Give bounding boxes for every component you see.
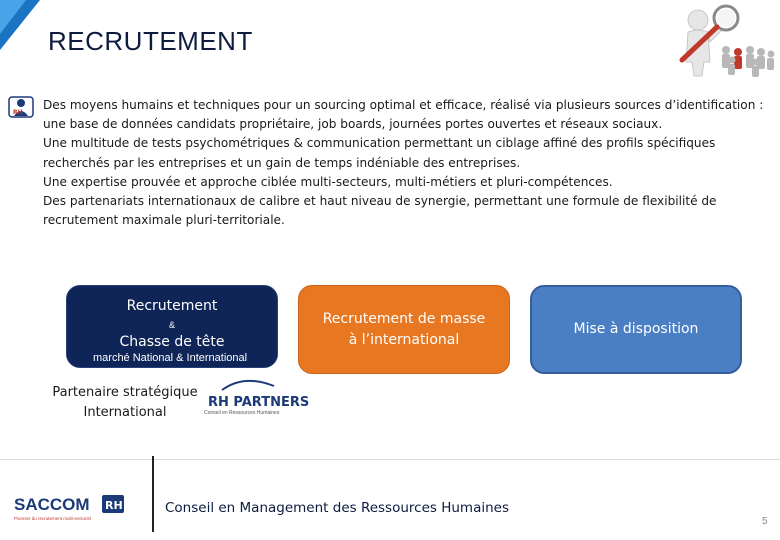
intro-paragraph: Des moyens humains et techniques pour un sourcing optimal et efficace, réalisé via plusieurs sources d’identification : une base de données candidats propriétaire, job boards, journées portes ouvertes et réseaux sociaux. [43, 98, 764, 132]
offer-box-title: Recrutement de masse [322, 310, 486, 327]
offer-box-recrutement-masse [298, 285, 510, 374]
offer-box-title: Recrutement [126, 297, 218, 314]
offer-box-recrutement-chasse [66, 285, 278, 368]
corner-accent-light [0, 0, 26, 34]
rh-partners-logo-text: RH PARTNERS [208, 395, 310, 410]
offer-box-subtitle: Chasse de tête [119, 333, 225, 350]
intro-paragraph: Une multitude de tests psychométriques & communication permettant un ciblage affiné des profils spécifiques recherchés par les entreprises et un gain de temps indéniable des entreprises. [43, 136, 716, 170]
saccom-logo [10, 490, 135, 524]
intro-paragraph: Des partenariats internationaux de calibre et haut niveau de synergie, permettant une formule de flexibilité de recrutement maximale pluri-territoriale. [43, 194, 717, 228]
svg-text:RH: RH [105, 499, 123, 512]
offer-box-subtitle: à l’international [348, 331, 460, 348]
partner-label-line1: Partenaire stratégique [52, 385, 198, 400]
saccom-logo-text: SACCOM [14, 495, 90, 514]
page-title: RECRUTEMENT [48, 26, 253, 56]
intro-text [43, 96, 773, 230]
footer-divider [152, 456, 154, 532]
offer-box-title: Mise à disposition [573, 321, 699, 337]
intro-paragraph: Une expertise prouvée et approche ciblée multi-secteurs, multi-métiers et pluri-compétences. [43, 174, 613, 189]
page-number: 5 [762, 516, 768, 527]
rh-partners-logo [194, 376, 310, 418]
partner-label [50, 383, 200, 423]
partner-label-line2: International [83, 405, 167, 420]
offer-box-ampersand: & [168, 319, 175, 330]
svg-text:RH: RH [13, 109, 23, 116]
offer-box-mise-a-disposition [530, 285, 742, 374]
rh-partners-logo-subtext: Conseil en Ressources Humaines [204, 410, 280, 416]
footer-tagline: Conseil en Management des Ressources Humaines [165, 500, 509, 516]
saccom-logo-tagline: Pionnier du recrutement multi-sectoriel [14, 516, 92, 521]
saccom-bullet-logo [8, 96, 34, 118]
hero-figure-magnifier-icon [664, 0, 776, 80]
offer-box-market: marché National & International [93, 352, 248, 364]
